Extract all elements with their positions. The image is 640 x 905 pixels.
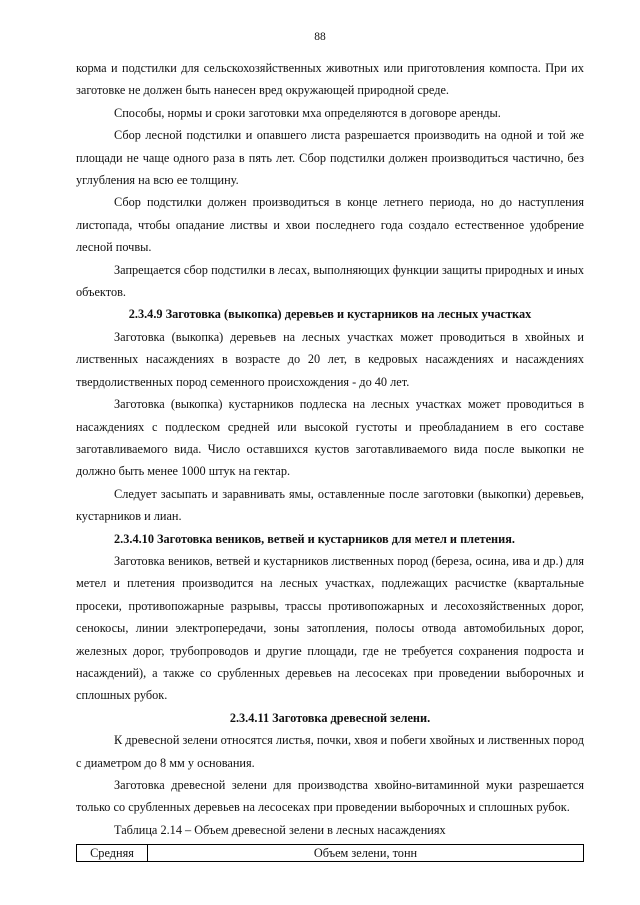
paragraph: Следует засыпать и заравнивать ямы, оставленные после заготовки (выкопки) деревьев, кустарников и лиан.	[76, 486, 584, 524]
page-number: 88	[314, 31, 326, 43]
paragraph: Сбор подстилки должен производиться в конце летнего периода, но до наступления листопада, чтобы опадание листвы и хвои последнего года создало естественное удобрение лесной почвы.	[76, 195, 584, 255]
table-caption: Таблица 2.14 – Объем древесной зелени в лесных насаждениях	[114, 822, 446, 837]
paragraph: К древесной зелени относятся листья, почки, хвоя и побеги хвойных и лиственных пород с диаметром до 8 мм у основания.	[76, 733, 584, 770]
table-header-row	[77, 845, 584, 862]
paragraph: Заготовка древесной зелени для производства хвойно-витаминной муки разрешается только со срубленных деревьев на лесосеках при проведении выборочных и сплошных рубок.	[76, 778, 584, 815]
section-heading-2-3-4-9: 2.3.4.9 Заготовка (выкопка) деревьев и кустарников на лесных участках	[128, 307, 532, 322]
paragraph: Заготовка (выкопка) кустарников подлеска на лесных участках может проводиться в насаждениях с подлеском средней или высокой густоты и преобладанием в его составе заготавливаемого вида. Число оставшихся кустов заготавливаемого вида после выкопки не должно быть менее 1000 штук на гектар.	[76, 397, 584, 479]
section-heading-2-3-4-10: 2.3.4.10 Заготовка веников, ветвей и кустарников для метел и плетения.	[114, 531, 515, 546]
paragraph: Способы, нормы и сроки заготовки мха определяются в договоре аренды.	[114, 105, 501, 120]
table-header-cell: Средняя	[77, 845, 148, 862]
paragraph-continuation: корма и подстилки для сельскохозяйственных животных или приготовления компоста. При их заготовке не должен быть нанесен вред окружающей природной среде.	[76, 61, 584, 98]
section-heading-2-3-4-11: 2.3.4.11 Заготовка древесной зелени.	[229, 710, 431, 725]
document-body	[76, 57, 584, 862]
table-header-cell: Объем зелени, тонн	[148, 845, 584, 862]
paragraph: Сбор лесной подстилки и опавшего листа разрешается производить на одной и той же площади не чаще одного раза в пять лет. Сбор подстилки должен производиться частично, без углубления на всю ее толщину.	[76, 128, 584, 188]
green-volume-table	[76, 844, 584, 862]
paragraph: Заготовка (выкопка) деревьев на лесных участках может проводиться в хвойных и лиственных насаждениях в возрасте до 20 лет, в кедровых насаждениях и насаждениях твердолиственных пород семенного происхождения - до 40 лет.	[76, 329, 584, 389]
paragraph: Запрещается сбор подстилки в лесах, выполняющих функции защиты природных и иных объектов.	[76, 262, 584, 300]
paragraph: Заготовка веников, ветвей и кустарников лиственных пород (береза, осина, ива и др.) для метел и плетения производится на лесных участках, подлежащих расчистке (квартальные просеки, противопожарные разрывы, трассы противопожарных и лесохозяйственных дорог, сенокосы, линии электропередачи, зоны затопления, полосы отвода автомобильных дорог, железных дорог, трубопроводов и другие площади, где не требуется сохранения подроста и насаждений), а также со срубленных деревьев на лесосеках при проведении выборочных и сплошных рубок.	[76, 553, 584, 703]
